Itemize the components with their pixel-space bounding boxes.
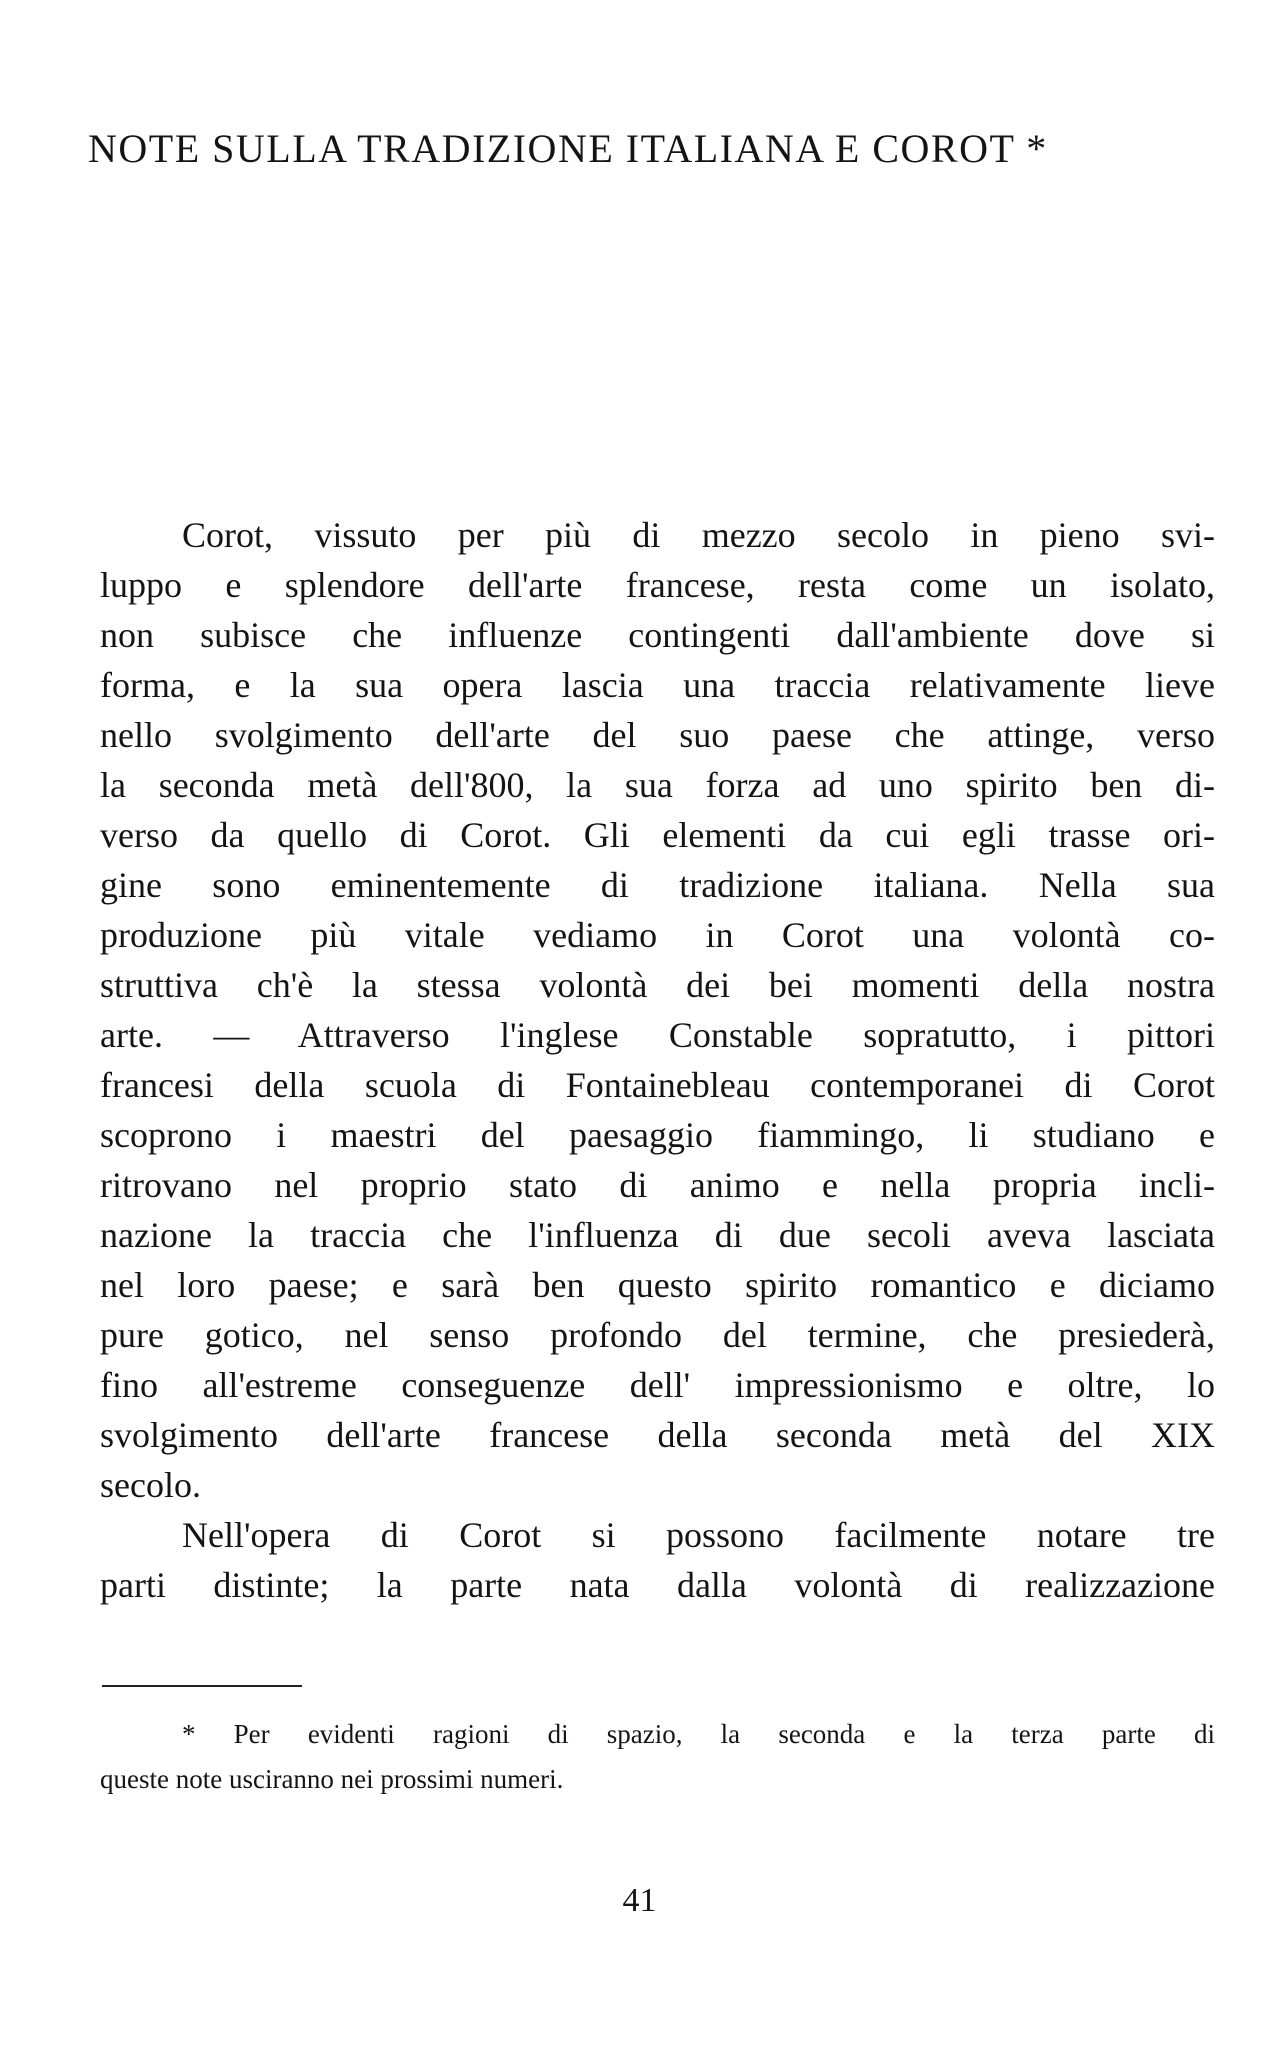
footnote-line: queste note usciranno nei prossimi numeri. [100,1764,564,1794]
text-line: gine sono eminentemente di tradizione italiana. Nella sua [100,865,1215,905]
text-line: francesi della scuola di Fontainebleau contemporanei di Corot [100,1065,1215,1105]
text-line: secolo. [100,1465,201,1505]
text-line: la seconda metà dell'800, la sua forza ad uno spirito ben di- [100,765,1215,805]
page-title: NOTE SULLA TRADIZIONE ITALIANA E COROT * [88,126,1048,171]
text-line: fino all'estreme conseguenze dell' impressionismo e oltre, lo [100,1365,1215,1405]
text-line: scoprono i maestri del paesaggio fiammingo, li studiano e [100,1115,1215,1155]
footnote-rule [102,1685,302,1687]
page-number: 41 [622,1882,657,1919]
text-line: luppo e splendore dell'arte francese, resta come un isolato, [100,565,1215,605]
text-line: non subisce che influenze contingenti dall'ambiente dove si [100,615,1215,655]
text-line: ritrovano nel proprio stato di animo e nella propria incli- [100,1165,1215,1205]
text-line: Nell'opera di Corot si possono facilmente notare tre [182,1515,1215,1555]
text-line: parti distinte; la parte nata dalla volontà di realizzazione [100,1565,1215,1605]
body-text [100,510,1215,1610]
text-line: forma, e la sua opera lascia una traccia relativamente lieve [100,665,1215,705]
text-line: nazione la traccia che l'influenza di due secoli aveva lasciata [100,1215,1215,1255]
text-line: nello svolgimento dell'arte del suo paese che attinge, verso [100,715,1215,755]
text-line: pure gotico, nel senso profondo del termine, che presiederà, [100,1315,1215,1355]
text-line: struttiva ch'è la stessa volontà dei bei momenti della nostra [100,965,1215,1005]
text-line: produzione più vitale vediamo in Corot una volontà co- [100,915,1215,955]
text-line: arte. — Attraverso l'inglese Constable sopratutto, i pittori [100,1015,1215,1055]
text-line: svolgimento dell'arte francese della seconda metà del XIX [100,1415,1215,1455]
text-line: nel loro paese; e sarà ben questo spirito romantico e diciamo [100,1265,1215,1305]
text-line: Corot, vissuto per più di mezzo secolo in pieno svi- [182,515,1215,555]
footnote-line: * Per evidenti ragioni di spazio, la seconda e la terza parte di [182,1719,1215,1749]
text-line: verso da quello di Corot. Gli elementi da cui egli trasse ori- [100,815,1215,855]
footnote [100,1712,1215,1802]
